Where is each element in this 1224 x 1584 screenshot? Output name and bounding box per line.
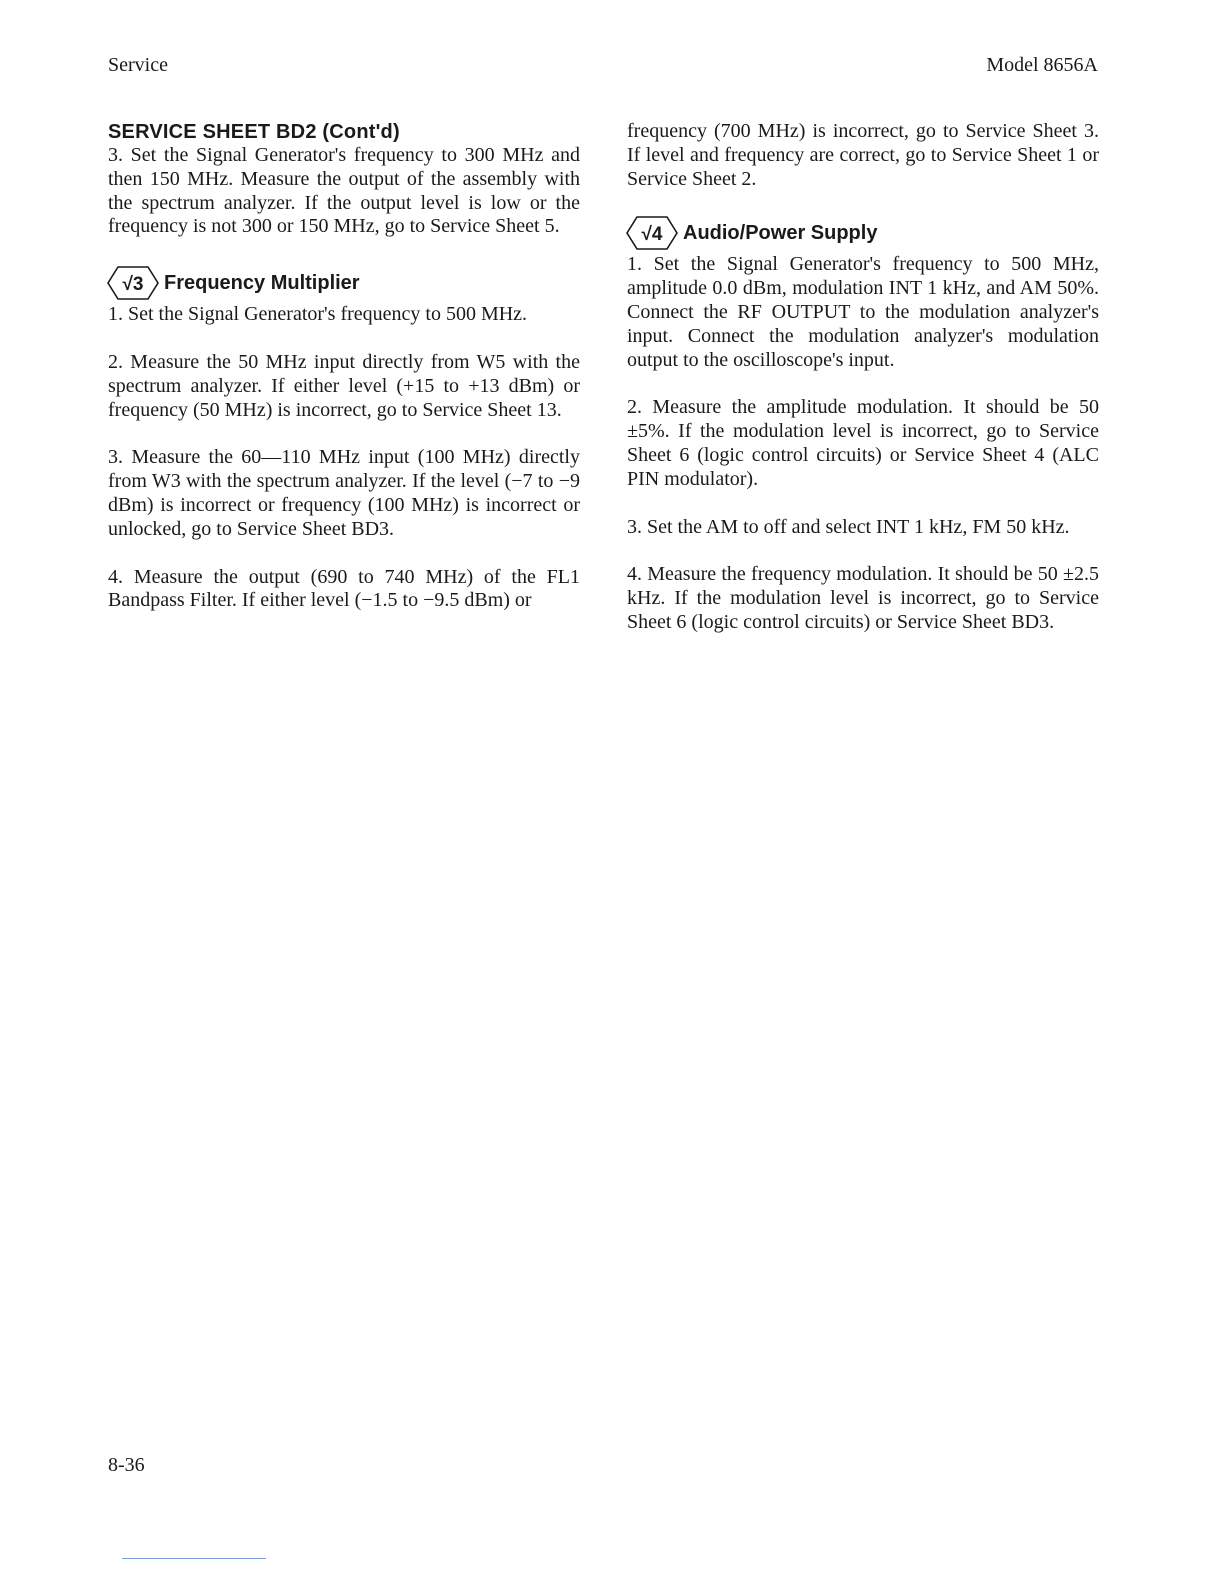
step-paragraph: 3. Measure the 60—110 MHz input (100 MHz) directly from W3 with the spectrum analyzer. If the level (−7 to −9 dBm) is incorrect or frequency (100 MHz) is incorrect or unlocked, go to Service Sheet BD3. xyxy=(108,446,580,540)
continued-paragraph: frequency (700 MHz) is incorrect, go to Service Sheet 3. If level and frequency are correct, go to Service Sheet 1 or Service Sheet 2. xyxy=(627,120,1099,190)
section-heading-audio-power-supply xyxy=(625,213,1099,253)
check-hexagon-icon xyxy=(106,265,160,301)
left-column xyxy=(108,120,580,613)
step-paragraph: 1. Set the Signal Generator's frequency to 500 MHz, amplitude 0.0 dBm, modulation INT 1 kHz, and AM 50%. Connect the RF OUTPUT to the modulation analyzer's input. Connect the modulation analyzer's modulation output to the oscilloscope's input. xyxy=(627,253,1099,371)
step-paragraph: 3. Set the AM to off and select INT 1 kHz, FM 50 kHz. xyxy=(627,515,1070,538)
section-badge-label: √4 xyxy=(641,224,663,246)
check-hexagon-icon xyxy=(625,215,679,251)
step-paragraph: 2. Measure the 50 MHz input directly from W5 with the spectrum analyzer. If either level (+15 to +13 dBm) or frequency (50 MHz) is incorrect, go to Service Sheet 13. xyxy=(108,350,580,421)
section-title: Frequency Multiplier xyxy=(164,271,360,294)
step-paragraph: 2. Measure the amplitude modulation. It should be 50 ±5%. If the modulation level is incorrect, go to Service Sheet 6 (logic control circuits) or Service Sheet 4 (ALC PIN modulator). xyxy=(627,396,1099,490)
footer-rule xyxy=(122,1558,266,1559)
running-head-section: Service xyxy=(108,54,168,76)
step-paragraph: 4. Measure the output (690 to 740 MHz) of the FL1 Bandpass Filter. If either level (−1.5 to −9.5 dBm) or xyxy=(108,565,580,612)
right-column xyxy=(627,120,1099,635)
step-paragraph: 3. Set the Signal Generator's frequency to 300 MHz and then 150 MHz. Measure the output of the assembly with the spectrum analyzer. If the output level is low or the frequency is not 300 or 150 MHz, go to Service Sheet 5. xyxy=(108,144,580,238)
service-sheet-title: SERVICE SHEET BD2 (Cont'd) xyxy=(108,121,400,143)
step-paragraph: 4. Measure the frequency modulation. It should be 50 ±2.5 kHz. If the modulation level is incorrect, go to Service Sheet 6 (logic control circuits) or Service Sheet BD3. xyxy=(627,563,1099,633)
step-paragraph: 1. Set the Signal Generator's frequency to 500 MHz. xyxy=(108,303,528,326)
section-badge-label: √3 xyxy=(122,274,144,296)
running-head-model: Model 8656A xyxy=(986,54,1098,76)
page-number: 8-36 xyxy=(108,1454,145,1476)
section-heading-frequency-multiplier xyxy=(106,263,580,303)
section-title: Audio/Power Supply xyxy=(683,221,878,244)
